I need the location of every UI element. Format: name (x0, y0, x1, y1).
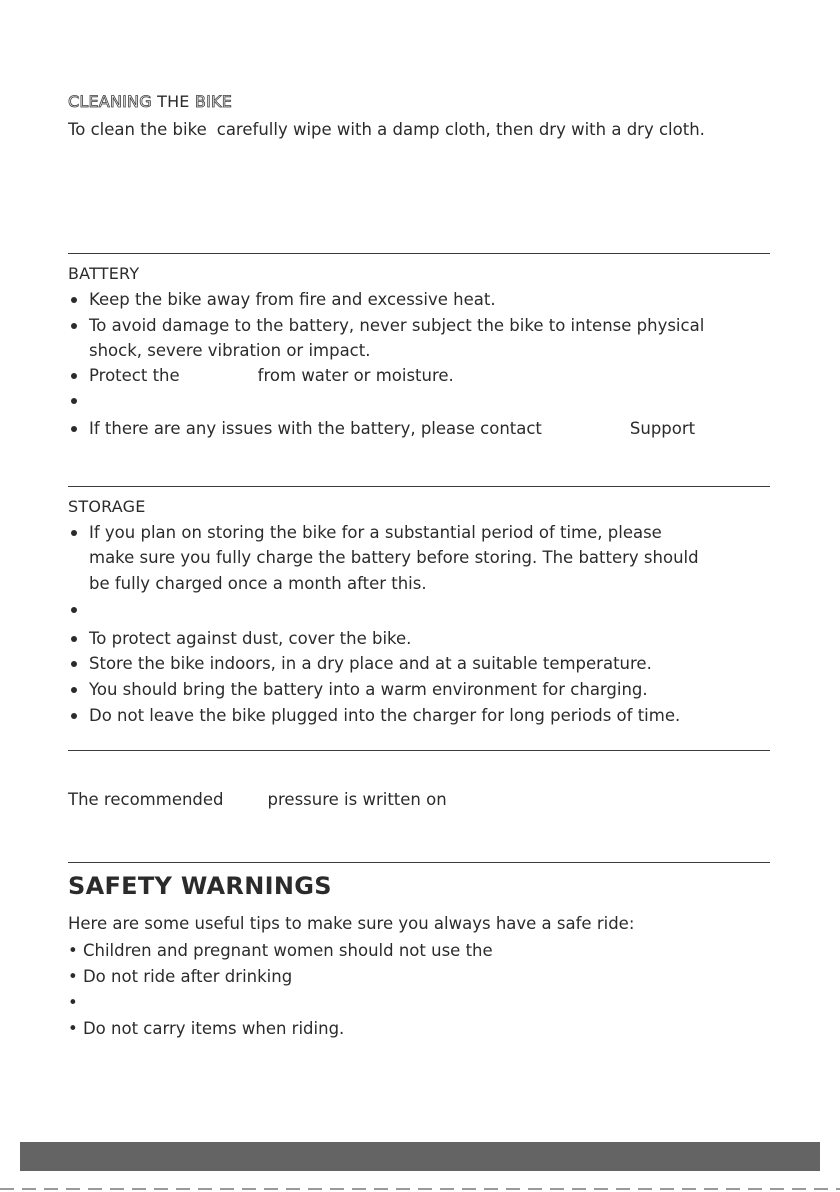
bullet-icon (71, 607, 77, 613)
footer-bar (20, 1142, 820, 1171)
bullet-icon (71, 297, 77, 303)
safety-intro: Here are some useful tips to make sure you always have a safe ride: (68, 914, 635, 933)
battery-item-3-part-2: from water or moisture. (257, 366, 454, 385)
cleaning-heading-word-1: CLEANING (68, 92, 152, 111)
divider-2 (68, 486, 770, 487)
safety-title: SAFETY WARNINGS (68, 872, 332, 900)
battery-item-3 (89, 368, 454, 385)
storage-item-3: To protect against dust, cover the bike. (89, 629, 412, 648)
bullet-icon (71, 687, 77, 693)
tyre-pressure-part-2: pressure is written on (267, 790, 447, 809)
bullet-icon (71, 398, 77, 404)
safety-item-3: • (68, 993, 78, 1012)
bullet-icon (71, 713, 77, 719)
storage-item-1-cont-2: be fully charged once a month after this. (89, 574, 427, 593)
battery-item-5-part-1: If there are any issues with the battery, please contact (89, 419, 542, 438)
battery-item-2-cont: shock, severe vibration or impact. (89, 341, 371, 360)
divider-1 (68, 253, 770, 254)
storage-item-4: Store the bike indoors, in a dry place and at a suitable temperature. (89, 654, 652, 673)
battery-item-2: To avoid damage to the battery, never subject the bike to intense physical (89, 316, 705, 335)
storage-item-6: Do not leave the bike plugged into the charger for long periods of time. (89, 706, 681, 725)
battery-item-5-part-2: Support (629, 419, 696, 438)
cleaning-heading (68, 92, 232, 111)
storage-item-5: You should bring the battery into a warm environment for charging. (89, 680, 648, 699)
battery-heading: BATTERY (68, 264, 140, 283)
divider-4 (68, 862, 770, 863)
cleaning-text-part-1: To clean the bike (68, 120, 207, 139)
cleaning-text-part-2: carefully wipe with a damp cloth, then dry with a dry cloth. (216, 120, 705, 139)
bullet-icon (71, 530, 77, 536)
bullet-icon (71, 373, 77, 379)
tyre-pressure-text (68, 792, 447, 809)
storage-item-1: If you plan on storing the bike for a substantial period of time, please (89, 523, 662, 542)
tyre-pressure-part-1: The recommended (68, 790, 224, 809)
bullet-icon (71, 636, 77, 642)
bullet-icon (71, 323, 77, 329)
safety-item-4: • Do not carry items when riding. (68, 1019, 345, 1038)
storage-heading: STORAGE (68, 497, 146, 516)
storage-item-1-cont-1: make sure you fully charge the battery before storing. The battery should (89, 548, 699, 567)
cleaning-heading-word-2: THE (157, 92, 190, 111)
bullet-icon (71, 426, 77, 432)
battery-item-3-part-1: Protect the (89, 366, 180, 385)
safety-item-2: • Do not ride after drinking (68, 967, 293, 986)
battery-item-5 (89, 421, 695, 438)
battery-item-1: Keep the bike away from fire and excessive heat. (89, 290, 496, 309)
cleaning-heading-word-3: BIKE (194, 92, 233, 111)
safety-item-1: • Children and pregnant women should not use the (68, 941, 493, 960)
bullet-icon (71, 661, 77, 667)
divider-3 (68, 750, 770, 751)
bottom-dashed-edge (0, 1188, 840, 1190)
cleaning-text (68, 122, 705, 139)
